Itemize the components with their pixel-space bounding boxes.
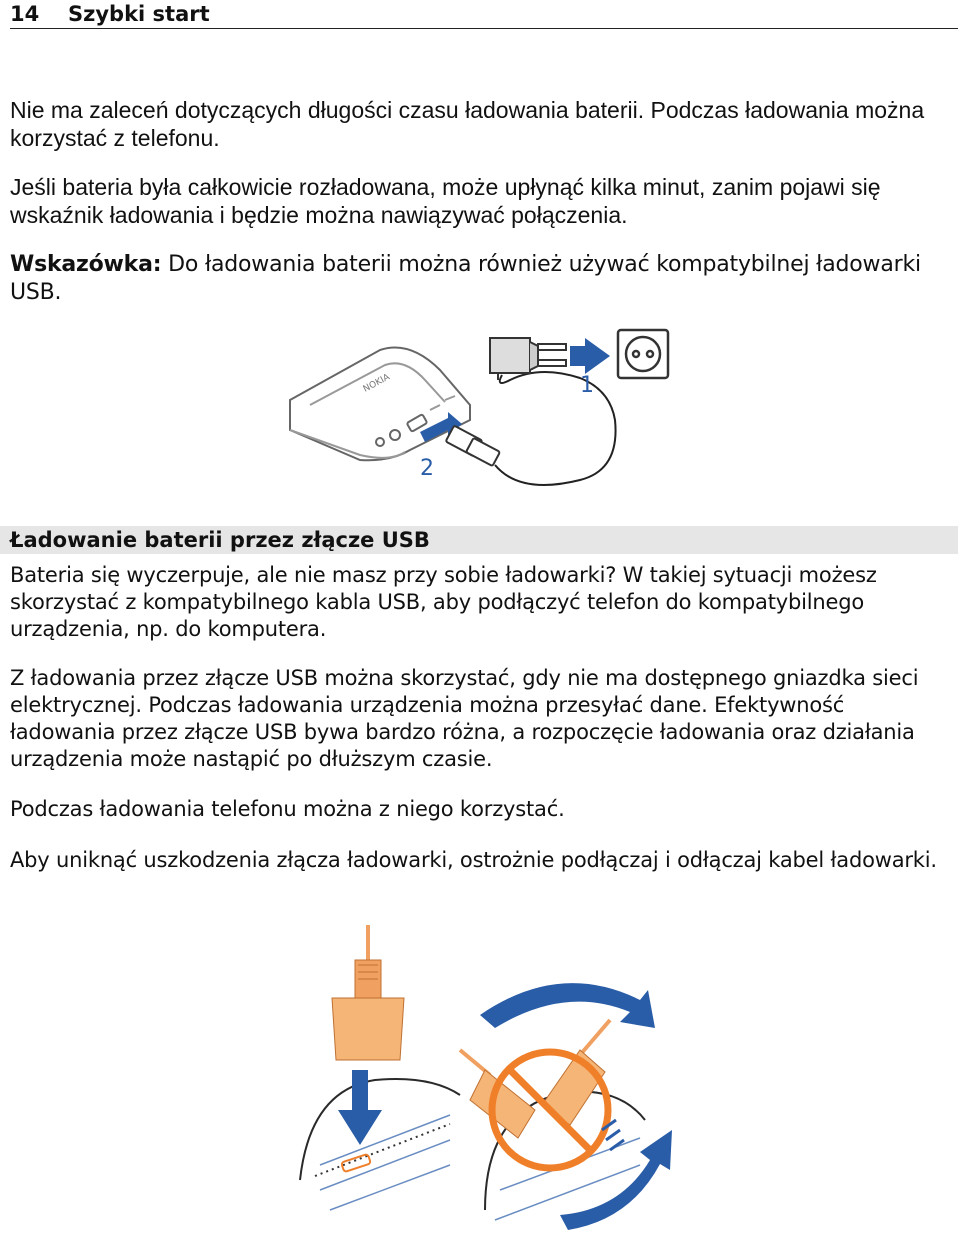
wrong-insertion-figure	[460, 983, 672, 1230]
step-label-1: 1	[580, 373, 594, 398]
usb-paragraph-3: Podczas ładowania telefonu można z niego korzystać.	[10, 797, 565, 821]
correct-device-edge	[300, 1079, 460, 1180]
usb-paragraph-2: Z ładowania przez złącze USB można skorzystać, gdy nie ma dostępnego gniazdka sieci elektrycznej. Podczas ładowania urządzenia można przesyłać dane. Efektywność ładowania przez złącze USB bywa bardzo różna, a rozpoczęcie ładowania oraz działania urządzenia może nastąpić po dłuższym czasie.	[10, 666, 919, 771]
rotate-arrow-top	[480, 983, 655, 1028]
usb-paragraph-4: Aby uniknąć uszkodzenia złącza ładowarki, ostrożnie podłączaj i odłączaj kabel ładowarki.	[10, 848, 937, 872]
charger-plug-icon	[490, 338, 566, 380]
usb-paragraph-1: Bateria się wyczerpuje, ale nie masz przy sobie ładowarki? W takiej sytuacji możesz skorzystać z kompatybilnego kabla USB, aby podłączyć telefon do kompatybilnego urządzenia, np. do komputera.	[10, 563, 877, 641]
phone-brand-text: NOKIA	[361, 372, 392, 395]
wrong-cable-right	[580, 1020, 610, 1055]
intro-paragraph-2: Jeśli bateria była całkowicie rozładowana, może upłynąć kilka minut, zanim pojawi się wskaźnik ładowania i będzie można nawiązywać połączenia.	[10, 174, 881, 228]
chapter-title: Szybki start	[68, 2, 210, 26]
page-number: 14	[10, 2, 40, 26]
section-title: Ładowanie baterii przez złącze USB	[10, 528, 430, 552]
correct-usb-plug	[332, 960, 404, 1060]
correct-down-arrow	[338, 1070, 382, 1145]
page-header	[10, 0, 958, 29]
step-label-2: 2	[420, 456, 434, 481]
tip-paragraph	[10, 251, 955, 307]
wall-socket-arrow	[570, 338, 610, 374]
tip-text: Do ładowania baterii można również używać kompatybilnej ładowarki USB.	[10, 252, 921, 305]
charger-cable	[495, 372, 616, 485]
intro-paragraph-1: Nie ma zaleceń dotyczących długości czasu ładowania baterii. Podczas ładowania można korzystać z telefonu.	[10, 97, 925, 151]
tip-label: Wskazówka:	[10, 252, 162, 277]
usb-plug-icon	[446, 426, 500, 467]
correct-insertion-figure	[300, 925, 460, 1210]
phone-outline	[290, 348, 470, 461]
charger-illustration	[280, 320, 680, 500]
cable-insertion-illustration	[280, 920, 680, 1236]
wall-socket-icon	[618, 330, 668, 378]
